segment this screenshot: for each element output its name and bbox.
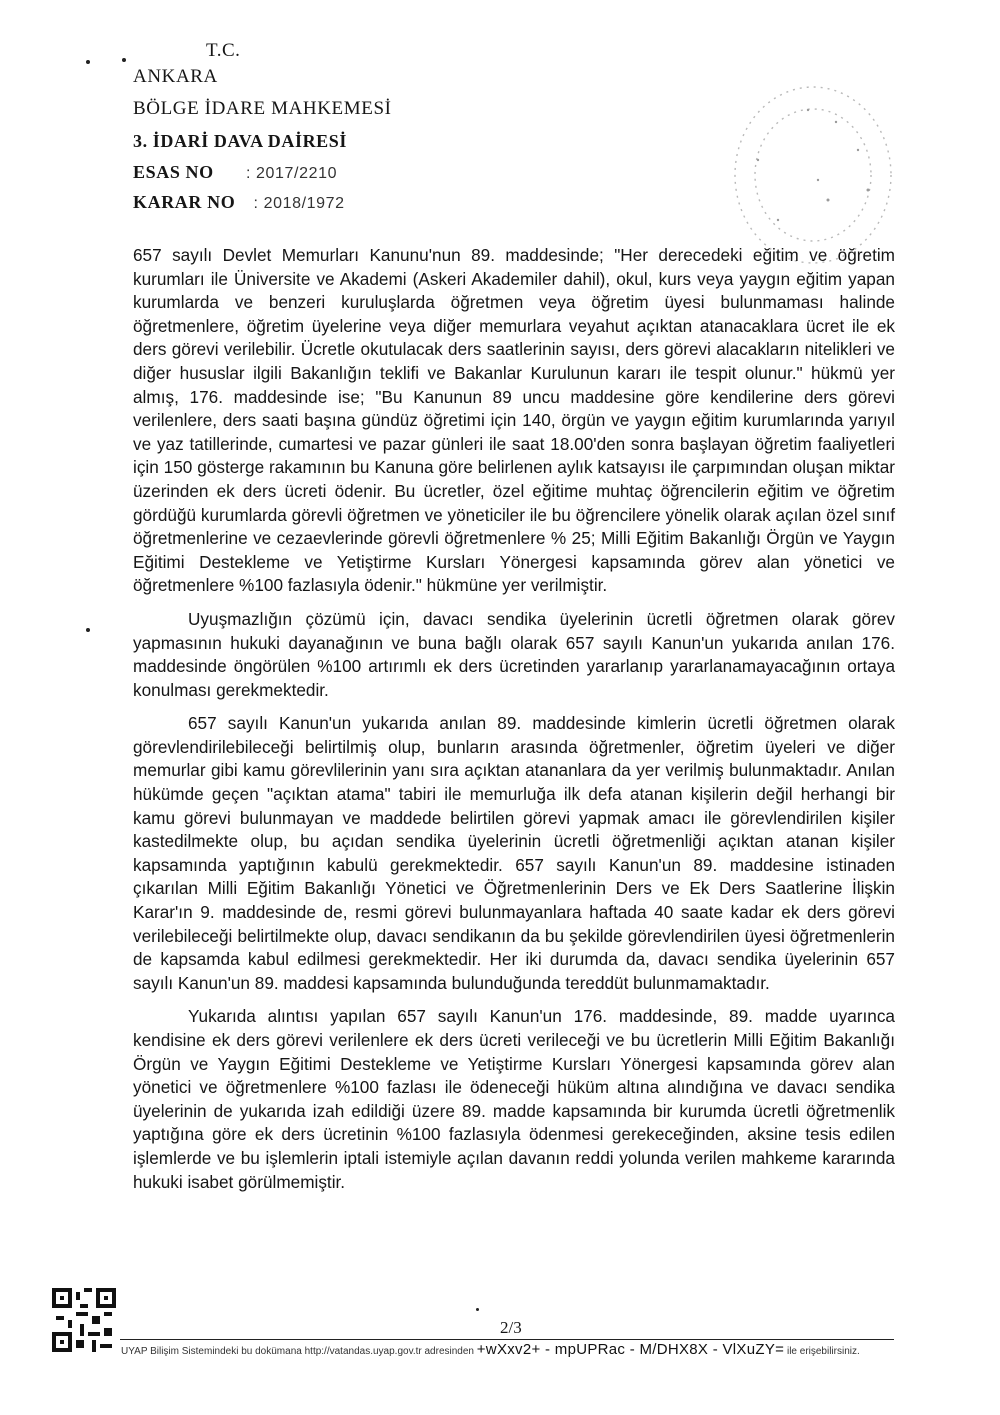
karar-no-value: : 2018/1972 — [253, 195, 345, 212]
scan-speck — [86, 60, 90, 64]
chamber-name: 3. İDARİ DAVA DAİRESİ — [133, 131, 347, 151]
city-name: ANKARA — [133, 66, 218, 87]
footer-divider — [120, 1339, 894, 1340]
uyap-footer — [121, 1341, 901, 1358]
paragraph-article-89: 657 sayılı Kanun'un yukarıda anılan 89. maddesinde kimlerin ücretli öğretmen olarak görevlendirilebileceği belirtilmiş olup, bunların arasında öğretmenler, öğretim üyeleri ve diğer memurlar gibi kamu görevlilerinin yanı sıra açıktan atananlara da yer verilmiş bulunmaktadır. Anılan hükümde geçen "açıktan atama" tabiri ile memurluğa ilk defa atanan kişilerin değil herhangi bir kamu görevi bulunmayan ve maddede belirtilen görevi yapmak amacı ile görevlendirilen kişiler kastedilmekte olup, bu açıdan sendika üyelerinin ücretli öğretmenliği açıktan atanan kişiler kapsamında yaptığının kabulü gerekmektedir. 657 sayılı Kanun'un 89. maddesine istinaden çıkarılan Milli Eğitim Bakanlığı Yönetici ve Öğretmenlerinin Ders ve Ek Ders Saatlerine İlişkin Karar'ın 9. maddesinde de, resmi görevi bulunmayanlara haftada 40 saate kadar ek ders görevi verilebileceği belirtilmekte olup, davacı sendikanın da bu şekilde görevlendirilen üyesi öğretmenlerin de kapsamda kabul edilmesi gerekmektedir. Her iki durumda da, davacı sendika üyelerinin 657 sayılı Kanun'un 89. maddesi kapsamında bulunduğunda tereddüt bulunmamaktadır. — [133, 713, 895, 993]
scan-speck — [476, 1308, 479, 1311]
esas-no-value: : 2017/2210 — [245, 165, 338, 182]
page-number: 2/3 — [500, 1318, 522, 1337]
qr-code-icon — [52, 1288, 116, 1352]
decision-body — [133, 244, 895, 1194]
karar-no-label: KARAR NO — [133, 192, 236, 212]
footer-note: UYAP Bilişim Sistemindeki bu dokümana http://vatandas.uyap.gov.tr adresinden — [121, 1346, 474, 1357]
footer-note-end: ile erişebilirsiniz. — [786, 1346, 860, 1357]
tc-label: T.C. — [206, 40, 241, 61]
faded-seal-stamp-icon — [718, 80, 898, 270]
esas-no-label: ESAS NO — [133, 162, 214, 182]
scan-speck — [122, 58, 126, 62]
esas-no-row — [133, 162, 337, 183]
court-name: BÖLGE İDARE MAHKEMESİ — [133, 98, 392, 119]
scan-speck — [86, 628, 90, 632]
paragraph-law-articles: 657 sayılı Devlet Memurları Kanunu'nun 89. maddesinde; "Her derecedeki eğitim ve öğretim kurumları ile Üniversite ve Akademi (Askeri Akademiler dahil), okul, kurs veya yaygın eğitim yapan kurumlarda ve benzeri kuruluşlarda öğretmen veya öğretim üyesi bulunmaması halinde öğretmenlere, öğretim üyelerine veya diğer memurlara veyahut açıktan atanacaklara ücret ile ek ders görevi verilebilir. Ücretle okutulacak ders saatlerinin sayısı, ders görevi alacakların nitelikleri ve diğer hususlar ilgili Bakanlığın teklifi ve Bakanlar Kurulunun kararı ile tespit olunur." hükmü yer almış, 176. maddesinde ise; "Bu Kanunun 89 uncu maddesine göre kendilerine ders görevi verilenlere, ders saati başına gündüz öğretimi için 140, örgün ve yaygın eğitim kurumlarında yarıyıl ve yaz tatillerinde, cumartesi ve pazar günleri ile saat 18.00'den sonra başlayan öğretim faaliyetleri için 150 gösterge rakamının bu Kanuna göre belirlenen aylık katsayısı ile çarpımından oluşan miktar üzerinden ek ders ücreti ödenir. Bu ücretler, özel eğitime muhtaç öğrencilerin eğitim ve öğretim gördüğü kurumlarda görevli öğretmen ve yöneticiler ile bu öğrencilere yönelik olarak açılan özel sınıf öğretmenlerine ve cezaevlerinde görevli öğretmenlere % 25; Milli Eğitim Bakanlığı Örgün ve Yaygın Eğitimi Destekleme ve Yetiştirme Kursları Yönergesi kapsamında görev alan yönetici ve öğretmenlere %100 fazlasıyla ödenir." hükmüne yer verilmiştir. — [133, 245, 895, 596]
paragraph-dispute: Uyuşmazlığın çözümü için, davacı sendika üyelerinin ücretli öğretmen olarak görev yapmasının hukuki dayanağının ve buna bağlı olarak 657 sayılı Kanun'un yukarıda anılan 176. maddesinde öngörülen %100 artırımlı ek ders ücretinden yararlanıp yararlanamayacağının ortaya konulması gerekmektedir. — [133, 608, 895, 700]
verification-code: +wXxv2+ - mpUPRac - M/DHX8X - VlXuZY= — [476, 1341, 785, 1358]
paragraph-conclusion: Yukarıda alıntısı yapılan 657 sayılı Kanun'un 176. maddesinde, 89. madde uyarınca kendisine ek ders görevi verilenlere ek ders ücreti verileceği ve bu ücretlerin Milli Eğitim Bakanlığı Örgün ve Yaygın Eğitimi Destekleme ve Yetiştirme Kursları Yönergesi kapsamında görev alan yönetici ve öğretmenlere %100 fazlası ile ödeneceği hüküm altına alındığına ve davacı sendika üyelerinin de yukarıda izah edildiği üzere 89. madde kapsamında bir kurumda ücretli öğretmenlik yaptığına göre ek ders ücretinin %100 fazlasıyla ödenmesi gerekeceğinden, aksine tesis edilen işlemlerde ve bu işlemlerin iptali istemiyle açılan davanın reddi yolunda verilen mahkeme kararında hukuki isabet görülmemiştir. — [133, 1006, 895, 1192]
karar-no-row — [133, 192, 345, 213]
